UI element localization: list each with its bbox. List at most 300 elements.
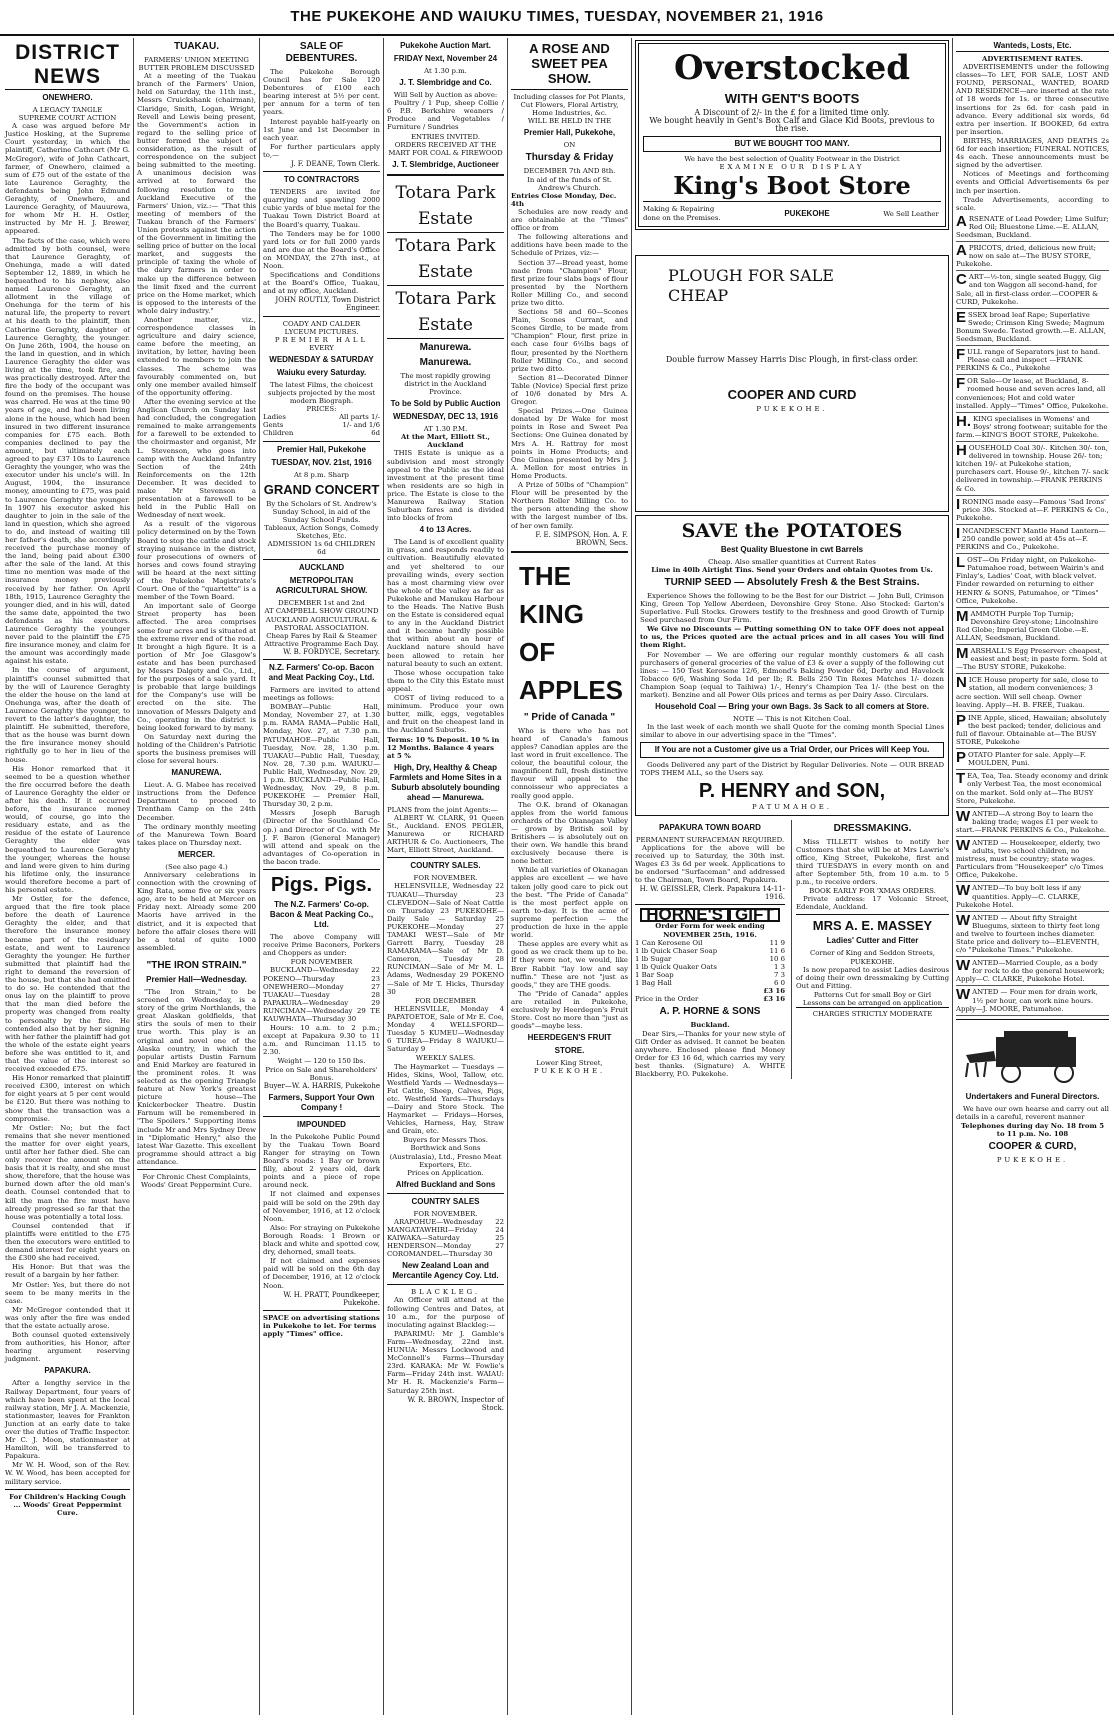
orders-coal: ORDERS RECEIVED AT THE MART FOR COAL & FIREWOOD — [388, 140, 503, 157]
pigs-support: Farmers, Support Your Own Company ! — [268, 1092, 375, 1112]
classified-item — [956, 882, 1109, 911]
estate-date: WEDNESDAY, DEC 13, 1916 — [392, 412, 499, 422]
article-paragraph: Counsel contended that if plaintiffs were entitled to the £75 then the executors were entitled to demand interest for eight years on the £300 she had received. — [5, 1221, 130, 1263]
prices-label: PRICES: — [306, 405, 337, 414]
massey-charges: CHARGES STRICTLY MODERATE — [796, 1007, 949, 1018]
estate-title: Totara Park Estate — [387, 286, 504, 339]
lyceum-line: PREMIER HALL — [274, 335, 369, 344]
classified-initial: M — [956, 645, 969, 663]
sales-list: ARAPOHUE—Wednesday 22 MANGATAWHIRI—Friday 24 KAIWAKA—Saturday 25 HENDERSON—Monday 27 COROMANDEL—Thursday 30 — [387, 1217, 504, 1259]
classified-initial: I — [956, 524, 961, 542]
estate-location: Manurewa. — [419, 356, 472, 368]
classified-text: ANTED—Married Couple, as a body for rock to do the general housework; Apply—C. CLARKE, Pukekohe Hotel. — [956, 959, 1105, 984]
heading-onewhero: ONEWHERO. — [42, 93, 93, 102]
sales-month: FOR NOVEMBER. — [413, 874, 478, 883]
fruit-store-town: PUKEKOHE. — [533, 1067, 606, 1076]
classified-text: ART—½-ton, single seated Buggy, Gig and ton Waggon all second-hand, for Sale, all in first-class order.—COOPER & CURD, Pukekohe. — [956, 273, 1102, 306]
auction-items: Poultry / 1 Pup, sheep Collie / 6 P.B. Berkshire weaners / Produce and Vegetables / Furniture / Sundries — [387, 99, 504, 132]
potatoes-sub: Cheap. Also smaller quantities at Current Rates — [708, 557, 876, 566]
signature: W. R. BROWN, Inspector of Stock. — [407, 1395, 504, 1412]
classified-item — [956, 242, 1109, 271]
order-form: Order Form for week ending NOVEMBER 25th, 1916. — [655, 922, 765, 939]
classified-item — [956, 986, 1109, 1015]
plough-desc: Double furrow Massey Harris Disc Plough, in first-class order. — [665, 354, 919, 364]
article-paragraph: Mr W. H. Wood, son of the Rev. W. W. Wood, has been accepted for military service. — [5, 1461, 130, 1486]
notice-text: Hours: 10 a.m. to 2 p.m.; except at Papakura 9.30 to 11 a.m. and Runciman 11.15 to 2.30. — [263, 1024, 380, 1057]
article-paragraph: Mr McGregor contended that it was only after the fire was ended that the estate actually arose. — [5, 1305, 130, 1330]
signature: J. F. DEANE, Town Clerk. — [290, 160, 380, 169]
order-row: 1 lb Quick Chaser Soap 11 6 — [635, 946, 785, 955]
heading-iron-strain: "THE IRON STRAIN." — [146, 959, 247, 971]
notice-text: BUCKLAND—Wednesday 22 POKENO—Thursday 23 ONEWHERO—Monday 27 TUAKAU—Tuesday 28 PAPAKURA—Wednesday 29 RUNCIMAN—Wednesday 29 TE KAUWHATA—Thursday 30 — [263, 966, 380, 1023]
classified-item — [956, 271, 1109, 308]
massey-title: Ladies' Cutter and Fitter — [826, 936, 919, 946]
estate-terms: Terms: 10 % Deposit. 10 % in 12 Months. Balance 4 years at 5 % — [387, 735, 500, 760]
horne-town: Buckland. — [690, 1021, 730, 1030]
classified-text: ANTED—A strong Boy to learn the baking trade; wages £1 per week to start.—FRANK PERKINS & Co., Pukekohe. — [956, 809, 1107, 834]
column-show — [508, 38, 632, 1715]
classified-text: ULL range of Separators just to hand. Please call and inspect —FRANK PERKINS & Co., Pukekohe — [956, 348, 1101, 373]
overstocked-text: We bought heavily in Gent's Box Calf and Glace Kid Boots, previous to the rise. — [649, 116, 935, 134]
show-text: The following alterations and additions have been made to the Schedule of Prizes, viz:— — [511, 233, 628, 258]
notice-text: Also: For straying on Pukekohe Borough Roads: 1 Brown or black and white and spotted cow, dry, dehorned, small teats. — [263, 1223, 380, 1257]
henry-son: P. HENRY and SON, — [698, 779, 886, 802]
kings-left: Making & Repairing done on the Premises. — [643, 205, 721, 222]
rates-title: ADVERTISEMENT RATES. — [982, 55, 1083, 63]
lyceum-days: WEDNESDAY & SATURDAY — [269, 354, 374, 364]
article-paragraph: In the course of argument, plaintiff's counsel submitted that by the will of Laurence Geraghty the elder the house on the land at Onehunga was, after the death of Laurence Geraghty the younger, to revert to the latter's daughter, the plaintiff. He submitted, therefore, that as the house was burnt down the fire insurance money should rightfully go to her in lieu of the house. — [5, 666, 130, 764]
column-district-news — [2, 38, 134, 1715]
notice-text: TENDERS are invited for quarrying and spawling 2000 cubic yards of blue metal for the Tuakau Town District Board at the Board's quarry, Tuakau. — [263, 188, 380, 229]
estate-location: Manurewa. — [419, 341, 472, 353]
classified-text: ANTED — Four men for drain work, 1½ per hour, can work nine hours. Apply—J. MOORE, Patumahoe. — [956, 988, 1098, 1013]
pigs-company: The N.Z. Farmers' Co-op. Bacon & Meat Packing Co., Ltd. — [269, 900, 374, 930]
henry-town: PATUMAHOE. — [752, 802, 832, 811]
pigs-month: FOR NOVEMBER — [290, 958, 353, 967]
notice-text: The above Company will receive Prime Baconers, Porkers and Choppers as under: — [263, 933, 380, 958]
entries-close: Entries Close Monday, Dec. 4th — [511, 191, 617, 208]
classified-item — [956, 375, 1109, 412]
estate-sale: To be Sold by Public Auction — [390, 399, 501, 409]
classified-initial: E — [956, 308, 967, 326]
lyceum-line: EVERY — [309, 343, 334, 352]
classified-initial: A — [956, 212, 967, 230]
notice-text: PAPARIMU: Mr J. Gamble's Farm—Wednesday, 22nd inst. HUNUA: Messrs Lockwood and McConnell's Farms—Thursday 23rd. KARAKA: Mr W. Fowlie's Farm—Friday 24th inst. WAIAU: Mr H. R. Mackenzie's Farm—Saturday 25th inst. — [387, 1329, 504, 1395]
auctioneer-sign: J. T. Slembridge, Auctioneer — [392, 159, 499, 169]
massey-text: Patterns Cut for small Boy or Girl — [813, 990, 932, 999]
notice-text: BOMBAY—Public Hall, Monday, November 27, at 1.30 p.m. RAMA RAMA—Public Hall, Monday, Nov. 27, at 7.30 p.m. PATUMAHOE—Public Hall, Tuesday, Nov. 28, 1.30 p.m. TUAKAU—Public Hall, Tuesday, Nov. 28, 7.30 p.m. WAIUKU—Public Hall, Wednesday, Nov. 29, 1 p.m. BUCKLAND—Public Hall, Wednesday, Nov. 29, 8 p.m. PUKEKOHE — Premier Hall, Thursday 30, 2 p.m. — [263, 703, 380, 809]
lyceum-line: LYCEUM PICTURES. — [284, 327, 359, 336]
show-text: Section 37—Bread yeast, home made from "Champion" Flour, first prize four slabs bags of flour presented by the Northern Roller Milling Co., and second prize two ditto. — [511, 258, 628, 307]
classified-text: ANTED—To buy bolt less if any quantities. Apply—C. CLARKE, Pukekohe Hotel. — [956, 884, 1082, 909]
sales-list: HELENSVILLE, Wednesday 22 TUAKAU—Thursday 23 CLEVEDON—Sale of Neat Cattle on Thursday 23 PUKEKOHE—Daily Sale — Saturday 25 PUKEKOHE—Monday 27 TAMAKI WEST—Sale of Mr Garrett Barry, Tuesday 28 RAMARAMA—Sale of Mr D. Cameron, Tuesday 28 RUNCIMAN—Sale of Mr M. L. Adams, Wednesday 29 POKENO—Sale of Mr T. Hicks, Thursday 30 — [387, 882, 504, 996]
massey-text: Lessons can be arranged on application — [802, 999, 943, 1008]
show-assoc: AUCKLAND AGRICULTURAL & PASTORAL ASSOCIATION. — [265, 615, 378, 632]
classified-initial: M — [956, 607, 969, 625]
classified-text: ICE House property for sale, close to station, all modern conveniences; 3 acre section. Will sell cheap. Owner leaving. Apply—H. B. FREE, Tuakau. — [956, 676, 1099, 709]
heading-mercer: MERCER. — [178, 849, 215, 859]
column-tuakau — [134, 38, 260, 1715]
article-paragraph: A case was argued before Mr Justice Hosking, at the Supreme Court yesterday, in which the plaintiff, Catherine Cathcart (Mr G. McGregor), wife of John Cathcart, farmer, of Onewhero, claimed a sum of £75 out of the estate of the late Laurence Geraghty, the defendants being John Edmund Geraghty, of Onewhero, and Laurence Geraghty, of Mauurewa, for whom Mr H. H. Ostler, instructed by Mr H. J. Brewer, appeared. — [5, 122, 130, 236]
papakura-sub: PERMANENT SURFACEMAN REQUIRED. — [635, 835, 785, 844]
article-paragraph: At a meeting of the Tuakau branch of the Farmers' Union, held on Saturday, the 11th inst., Messrs Cruickshank (chairman), Claridge, Smith, Logan, Wright, Revell and Lewis being present, the Government's action in regard to the selling price of butter formed the subject of consideration, as the result of correspondence on the subject being submitted to the meeting. A unanimous decision was arrived at to forward the following resolution to the Auckland Executive of the Farmers' Union, viz.:— "That this meeting of members of the Tuakau branch of the Farmers' Union protests against the action of the Government in limiting the selling price of butter on the local market, and suggests the principle of taxing the whole of the dairy farmers in order to make up the difference between the limit fixed and the current price on the Home market, which is opposed to the interests of the whole dairy industry." — [137, 72, 256, 315]
estate-acres: 4 to 13 Acres. — [419, 525, 472, 535]
classified-item — [956, 712, 1109, 749]
order-row: 1 lb Quick Quaker Oats 1 3 — [635, 962, 785, 971]
notice-text: Interest payable half-yearly on 1st June and 1st December in each year. — [263, 117, 380, 142]
bottom-left — [635, 820, 785, 1079]
signature: JOHN ROUTLY, Town District Engineer. — [275, 296, 380, 313]
order-row: 1 Bar Soap 7 3 — [635, 971, 785, 980]
classified-text: OUSEHOLD Coal 30/-. Kitchen 30/- ton, delivered in township. House 26/- ton; kitchen 19/- at Pukekohe station, purchasers cart. House 9/-, kitchen 7/- sack delivered in township.—FRANK PERKINS & Co. — [956, 444, 1109, 493]
pride-of-canada: " Pride of Canada " — [523, 711, 616, 723]
fruit-store-name: STORE. — [554, 1046, 585, 1056]
dressmaking-title: DRESSMAKING. — [833, 822, 912, 834]
apple-text: While all varieties of Okanagan apples are excellent — we have taken jolly good care to pick out the best. "The Pride of Canada" is the most perfect apple on earth to-day. It is the acme of supreme perfection — the production de luxe in the apple world. — [511, 866, 628, 940]
classified-item — [956, 413, 1109, 442]
footer-ad: For Chronic Chest Complaints, Woods' Great Peppermint Cure. — [141, 1173, 252, 1190]
country-sales-title: COUNTRY SALES — [411, 1196, 480, 1206]
column-auctions — [384, 38, 508, 1715]
show-text: WILL BE HELD IN THE — [527, 117, 612, 126]
estate-text: COST of living reduced to a minimum. Produce your own butter, milk, eggs, vegetables and fruit on the cheapest land in the Auckland Suburbs. — [387, 694, 504, 735]
buckland-sons: Alfred Buckland and Sons — [395, 1179, 496, 1189]
article-paragraph: After a lengthy service in the Railway Department, four years of which have been spent at the local railway station, Mr J. A. Mackenzie, stationmaster, leaves for Frankton Junction at an early date to take over the duties of Traffic Inspector. Mr C. J. Moon, stationmaster at Hamilton, will be transferred to Papakura. — [5, 1379, 130, 1461]
undertakers-title: Undertakers and Funeral Directors. — [965, 1091, 1100, 1101]
show-text: ON — [563, 141, 576, 150]
concert-venue: Premier Hall, Pukekohe — [277, 444, 366, 454]
potatoes-sub: Best Quality Bluestone in cwt Barrels — [720, 544, 864, 554]
classified-initial: H. — [956, 412, 971, 430]
estate-text: THIS Estate is unique as a subdivision and most strongly appeal to the Public as the ideal investment at the present time when residents are so high in price. The Estate is close to the Manurewa Railway Station Suburban fares and is divided into blocks of from — [387, 449, 504, 523]
horne-sons: A. P. HORNE & SONS — [659, 1006, 761, 1018]
dress-text: Miss TILLETT wishes to notify her Customers that she will be at Mrs Lawrie's office, King Street, Pukekohe, first and third TUESDAYS in every month on and after September 5th, from 10 a.m. to 5 p.m., to receive orders. — [796, 837, 949, 887]
overstocked-ad — [635, 40, 949, 230]
classified-list — [956, 213, 1109, 1016]
article-paragraph: As a result of the vigorous policy determined on by the Town Board to stop the cattle and stock straying nuisance in the district, four prosecutions of owners of horses and cows found straying will be heard at the next sitting of the Pukekohe Magistrate's Court. One of the "quartette" is a member of the Town Board. — [137, 520, 256, 602]
order-row: Price in the Order £3 16 — [635, 995, 785, 1004]
rates-text: BIRTHS, MARRIAGES, AND DEATHS 2s 6d for each insertion; FUNERAL NOTICES, 4s each. These announcements must be signed by the advertiser. — [956, 136, 1109, 170]
show-text: In aid of the funds of St. Andrew's Church. — [527, 175, 612, 192]
article-paragraph: His Honor: But that was the result of a bargain by her father. — [5, 1263, 130, 1280]
undertakers-phone: Telephones during day No. 18 from 5 to 11 p.m. No. 108 — [960, 1122, 1105, 1139]
article-paragraph: His Honor remarked that it seemed to be a question whether the fire occurred before the death of Laurence Geraghty the elder or after his death. If it occurred before, the insurance money would, of course, go into the residuary estate, and as the residue of the estate of Laurence Geraghty the elder was bequeathed to Laurence Geraghty the younger, whereas the house and land were given to him during his lifetime only, the insurance would therefore become a part of his personal estate. — [5, 764, 130, 894]
auction-text: Will Sell by Auction as above: — [393, 91, 498, 100]
hornes-gift-1: HORNE'S — [640, 908, 729, 922]
prices-app: Prices on Application. — [407, 1168, 484, 1177]
classified-item — [956, 554, 1109, 608]
classified-item — [956, 608, 1109, 645]
blackleg-title: BLACKLEG. — [410, 1288, 481, 1297]
estate-title: Totara Park Estate — [387, 233, 504, 286]
estate-time: AT 1.30 P.M. — [423, 425, 468, 434]
notice-text: Specifications and Conditions at the Board's Office, Tuakau, and at my office, Auckland. — [263, 271, 380, 296]
entries-invited: ENTRIES INVITED. — [410, 132, 481, 141]
classified-initial: P — [956, 711, 967, 729]
classified-initial: T — [956, 770, 966, 788]
impounded-title: IMPOUNDED — [297, 1119, 346, 1129]
signature: W. B. FORDYCE, Secretary. — [283, 647, 380, 656]
classified-text: INE Apple, sliced, Hawaiian; absolutely the best packed; tender, delicious and full of flavour. Obtainable at—The BUSY STORE, Pukekohe — [956, 713, 1107, 747]
footer-ad: SPACE on advertising stations in Pukekohe to let. For terms apply "Times" office. — [263, 1313, 380, 1338]
classified-item — [956, 770, 1109, 807]
show-text: Schedules are now ready and are obtainable at the "Times" office or from — [511, 207, 628, 233]
estate-title: Totara Park Estate — [387, 180, 504, 233]
king-apples-word: THE — [519, 560, 571, 591]
apple-text: The O.K. brand of Okanagan apples from the world famous orchards of the Okanagan Valley — grown by British soil by Britishers — is absolutely out on their own. We handle this brand exclusively because there is none better. — [511, 800, 628, 866]
classified-initial: C — [956, 271, 967, 289]
classified-text: ANTED — Housekeeper, elderly, two adults, two school children, no mistress, must be country; state wages. Particulars from "Housekeeper" c/o Times Office, Pukekohe. — [956, 838, 1104, 880]
country-sales-title: COUNTRY SALES. — [410, 861, 481, 871]
classified-text: ANTED — About fifty Straight Bluegums, sixteen to thirty feet long and twelve to fourteen inches diameter. State price and delivery to—ELEVENTH, c/o "Pukekohe Times." Pukekohe. — [956, 913, 1100, 955]
auctioneer-name: J. T. Slembridge and Co. — [399, 78, 492, 88]
classified-item — [956, 837, 1109, 882]
undertakers-name: COOPER & CURD, — [988, 1141, 1077, 1153]
overstocked-bought: BUT WE BOUGHT TOO MANY. — [643, 136, 941, 152]
auction-date: FRIDAY Next, November 24 — [393, 54, 498, 63]
classified-text: OST—On Friday night, on Pukekohe-Patumahoe road, between Wairin's and Finlay's, Ladies' Coat, with black velvet. Finder rewarded on returning to either HENRY & SONS, Patumahoe, or "Times" Office, Pukekohe. — [956, 556, 1104, 605]
hornes-gift-2: GIFT — [729, 908, 780, 922]
apple-text: These apples are every whit as good as we crack them up to be. If they were not, we would, like Brer Rabbit "lay low and say nuffin." These are not "just as goods," they are THE goods. — [511, 940, 628, 989]
nz-loan: New Zealand Loan and Mercantile Agency Coy. Ltd. — [392, 1261, 499, 1281]
show-title: METROPOLITAN AGRICULTURAL SHOW. — [275, 576, 368, 596]
column-wanteds — [953, 38, 1112, 1715]
heading-papakura: PAPAKURA. — [44, 1366, 91, 1376]
order-row: 1 Bag Hall 6 0 — [635, 979, 785, 988]
potatoes-title: SAVE the POTATOES — [681, 519, 903, 542]
classified-item — [956, 808, 1109, 837]
king-apples-word: KING — [519, 598, 584, 629]
classified-text: RONING made easy—Famous 'Sad Irons' price 30s. Stocked at—F. PERKINS & Co., Pukekohe. — [956, 497, 1109, 522]
apple-text: Who is there who has not heard of Canada's famous apples? Canadian apples are the last word in fruit excellence. The colour, the beautiful colour, the magnificent full, fresh distinctive flavour will appeal to the connoisseur who appreciates a really good apple. — [511, 726, 628, 800]
pigs-price: Price on Sale and Shareholders' Bonus. — [265, 1065, 378, 1082]
rose-show-title: A ROSE AND SWEET PEA SHOW. — [529, 41, 610, 86]
plough-cheap: CHEAP — [668, 285, 729, 305]
classified-initial: W — [956, 882, 971, 900]
auction-mart-title: Pukekohe Auction Mart. — [400, 41, 491, 50]
signature: H. W. GEISSLER, Clerk. Papakura 14-11-1916. — [639, 885, 785, 902]
kings-right: We Sell Leather — [883, 209, 939, 218]
article-paragraph: "The Iron Strain," to be screened on Wednesday, is a story of the grim Northlands, the great Alaskan goldfields, that stirs the souls of men to their true worth. This play is an original and novel one of the Alaska country, in which the popular artists Dustin Farnum and Enid Markey are featured in the prominent roles. It was selected as the opening Triangle feature at New York's greatest picture house—The Knickerbocker Theatre. Dustin Farnum will be remembered in "The Spoilers." Supporting items include Mr and Mrs Sydney Drew in "Diplomatic Henry," also the latest War Gazette. This excellent programme should attract a big attendance. — [137, 987, 256, 1166]
article-paragraph: After the evening service at the Anglican Church on Sunday last had concluded, the congregation remained to make arrangements for a farewell to be extended to the choirmaster and organist, Mr L. Stevenson, who goes into camp with the Auckland Infantry Section of the 24th Reinforcements on the 12th December. It was decided to make Mr Stevenson a presentation at a farewell to be held in the Public Hall on Wednesday of next week. — [137, 397, 256, 520]
subheading-butter: BUTTER PROBLEM DISCUSSED — [138, 64, 255, 73]
overstocked-sub: WITH GENT'S BOOTS — [724, 91, 860, 106]
classified-initial: W — [956, 911, 971, 929]
classified-initial: L — [956, 554, 966, 572]
concert-items: Tableaux, Action Songs, Comedy Sketches, Etc. — [264, 523, 379, 541]
signature: F. E. SIMPSON, Hon. A. F. BROWN, Secs. — [535, 530, 628, 547]
classified-text: PRICOTS, dried, delicious new fruit; now on sale at—The BUSY STORE, Pukekohe. — [956, 244, 1096, 269]
potatoes-text: We Give no Discounts — Putting something ON to take OFF does not appeal to us, the Prices quoted are the actual prices and in all cases You will find them Right. — [640, 625, 944, 650]
order-row: 1 Can Kerosene Oil 11 9 — [635, 938, 785, 947]
district-news-title: DISTRICT NEWS — [5, 41, 130, 90]
concert-title: GRAND CONCERT — [263, 481, 380, 497]
show-text: Section 81—Decorated Dinner Table (Novice) Special first prize of 10/6 donated by Mrs A. Gregor. — [511, 373, 628, 407]
article-paragraph: Mr Ostler: No; but the fact remains that she never mentioned the matter for over eight years, until after her father died. She can only recover the amount on the basis that it is realty, and she must show, therefore, that the house was burned down after the old man's death. Counsel contended that to kill the man the fire must have already progressed so far that the house was potentially a total loss. — [5, 1123, 130, 1221]
subheading-farmers-union: FARMERS' UNION MEETING — [144, 56, 249, 64]
overstocked-text: We have the best selection of Quality Footwear in the District — [684, 155, 900, 164]
king-apples-word: APPLES — [519, 674, 624, 705]
article-paragraph: Anniversary celebrations in connection with the crowning of King Rata, some five or six years ago, are to be held at Mercer on Friday next. Already some 200 Maoris have arrived in the district, and it is expected that before the affair closes there will be a total of quite 1000 assembled. — [137, 871, 256, 952]
classified-item — [956, 496, 1109, 525]
show-fares: Cheap Fares by Rail & Steamer — [266, 631, 377, 640]
undertakers-text: We have our own hearse and carry out all details in a careful, reverent manner — [956, 1104, 1109, 1121]
classified-item — [956, 525, 1109, 554]
apple-text: The "Pride of Canada" apples are retailed in Pukekohe, exclusively by Heerdegen's Fruit Store. Cost no more than "just as goods"—maybe less. — [511, 989, 628, 1031]
concert-admission: ADMISSION 1s 6d CHILDREN 6d — [267, 540, 376, 557]
notice-text: The Pukekohe Borough Council has for Sale 120 Debentures of £100 each bearing interest at 5½ per cent. per annum for a term of ten years. — [263, 68, 380, 117]
classified-item — [956, 957, 1109, 986]
kings-row — [643, 201, 941, 221]
price-row: Children 6d — [263, 429, 380, 438]
auction-time: At 1.30 p.m. — [424, 67, 467, 75]
show-days: Thursday & Friday — [525, 152, 614, 164]
potatoes-text: NOTE — This is not Kitchen Coal. — [732, 715, 852, 724]
pigs-weight: Weight — 120 to 150 lbs. — [277, 1057, 366, 1066]
potatoes-text: Lime in 40lb Airtight Tins. Send your Orders and obtain Quotes from Us. — [651, 565, 933, 574]
plough-seller: COOPER AND CURD — [727, 386, 857, 402]
concert-desc: By the Scholars of St. Andrew's Sunday School, in aid of the Sunday School Funds. — [266, 499, 377, 524]
show-text: A Prize of 50lbs of "Champion" Flour will be presented by the Northern Roller Milling Co. to the person attending the show with the largest number of lbs. of her own family. — [511, 481, 628, 530]
show-dates: DECEMBER 7th AND 8th. — [523, 167, 616, 176]
notice-text: An Officer will attend at the following Centres and Dates, at 10 a.m., for the purpose of inoculating against Blackleg:— — [387, 1296, 504, 1329]
estate-slogan: High, Dry, Healthy & Cheap Farmlets and Home Sites in a Suburb absolutely bounding ahead — Manurewa. — [389, 762, 502, 802]
classified-text: ARSHALL'S Egg Preserver: cheapest, easiest and best; in paste form. Sold at—The BUSY STORE, Pukekohe. — [956, 647, 1107, 672]
massey-address: Corner of King and Seddon Streets, PUKEKOHE. — [810, 949, 935, 966]
masthead: THE PUKEKOHE AND WAIUKU TIMES, TUESDAY, NOVEMBER 21, 1916 — [0, 0, 1114, 36]
signature: Buyer—W. A. HARRIS, Pukekohe — [263, 1081, 380, 1090]
fruit-store-name: HEERDEGEN'S FRUIT — [527, 1033, 612, 1043]
price-row: Ladies All parts 1/- — [263, 413, 380, 422]
classified-initial: A — [956, 242, 967, 260]
classified-initial: W — [956, 957, 971, 975]
weekly-sales: WEEKLY SALES. — [415, 1054, 476, 1063]
estate-text: PLANS from the joint Agents:— — [387, 805, 498, 814]
rates-text: Trade Advertisements, according to scale. — [956, 195, 1109, 212]
potatoes-text: For November — We are offering our regular monthly customers & all cash purchasers of general groceries of the value of £3 & over a supply of the following cut lines: — 150 Test Kerosene 12/6, Edmond's Baking Powder 6d, Derby and Havelock Tobacco 6/6, Washing Soda 1d per lb; R. Bells 250 Tin Rexes Matches 1/- dozen Champion Soap (equal to Taihiwa) 1/-, Henry's Champion Tea 1/- (the best on the market). Benzine and all Power Oils prices and terms as per Dairy Asso. Circulars. — [640, 650, 944, 699]
trial-order: If You are not a Customer give us a Trial Order, our Prices will Keep You. — [640, 742, 944, 758]
plough-title: PLOUGH FOR SALE — [668, 265, 834, 285]
bottom-right — [791, 820, 949, 1079]
classified-text: RSENATE of Lead Powder; Lime Sulfur; Red Oil; Bluestone Lime.—E. ALLAN, Seedsman, Buckland. — [956, 214, 1109, 239]
notice-text: Messrs Joseph Barugh (Director of the Southland Co-op.) and Director of Co. with Mr J. F. Baron (General Manager) will attend and speak on the advantages of Co-operation in the bacon trade. — [263, 809, 380, 866]
classified-text: NCANDESCENT Mantle Hand Lantern—250 candle power, sold at 45s at—F. PERKINS and Co., Pukekohe. — [956, 526, 1106, 552]
estate-text: The most rapidly growing district in the Auckland Province. — [400, 371, 491, 397]
lyceum-waiuku: Waiuku every Saturday. — [276, 367, 367, 377]
classified-initial: N — [956, 674, 967, 692]
concert-date: TUESDAY, NOV. 21st, 1916 — [271, 457, 372, 467]
potatoes-text: Goods Delivered any part of the District by Regular Deliveries. Note — OUR BREAD TOPS THEM ALL, so the Users say. — [640, 761, 944, 778]
show-heading: AUCKLAND — [298, 563, 345, 573]
article-paragraph: An important sale of George Street property has been affected. The area comprises some four acres and is situated at the extreme river end of the road. It brought a high figure. It is a portion of Mr Joe Glasgow's estate and has been purchased by Messrs Dalgety and Co., Ltd., for the purposes of a sale yard. It is probable that large buildings for the Company's use will be erected on the site. The innovation of Messrs Dalgety and Co., operating in the district is being looked forward to by many. — [137, 602, 256, 732]
kings-boot-store: King's Boot Store — [673, 171, 911, 201]
subheading-court: SUPREME COURT ACTION — [18, 114, 117, 123]
king-apples-word: OF — [519, 636, 556, 667]
nzf-title: N.Z. Farmers' Co-op. Bacon and Meat Packing Coy., Ltd. — [268, 662, 375, 682]
sales-month: FOR NOVEMBER. — [413, 1209, 478, 1218]
estate-text: The Land is of excellent quality in grass, and responds readily to cultivation. Beautifully elevated and yet sheltered to our prevailing winds, every section has a most charming view over the whole of the valley as far as Pukekohe and Manukau Harbour to the Heads. The Native Bush on the Estate is considered equal to any in the Auckland District and it became hardly possible that within about an hour of Auckland nature should have been allowed to retain her natural beauty to such an extent. — [387, 538, 504, 668]
article-paragraph: Mr Ostler: Yes, but there do not seem to be many merits in the case. — [5, 1280, 130, 1305]
article-paragraph: Mr Ostler, for the defence, argued that the fire took place before the death of Laurence Geraghty the elder, and that therefore the insurance money became part of the residuary estate, and went to Laurence Geraghty the younger. He further submitted that plaintiff had the right to demand the reversion of the house, but that she had omitted to do so. He contended that the onus lay on the plaintiff to prove that the man died before the property was changed from realty to personalty by the fire. He contended also that by her signing with her father the plaintiff had got the whole of the estate eight years before she was entitled to it, and that the value of the interest so received exceeded £75. — [5, 895, 130, 1074]
show-prog: Attractive Programme Each Day. — [264, 639, 379, 648]
turnip-seed: TURNIP SEED — Absolutely Fresh & the Best Strains. — [664, 576, 920, 588]
classified-text: SSEX broad leaf Rape; Superlative Swede; Crimson King Swede; Magnum Bonum Swede. Tested growth.—E. ALLAN, Seedsman, Buckland. — [956, 310, 1106, 343]
wanteds-title: Wanteds, Losts, Etc. — [956, 41, 1109, 52]
classified-item — [956, 346, 1109, 375]
overstocked-text: EXAMINE OUR DISPLAY — [719, 163, 865, 172]
heading-debentures: SALE OF DEBENTURES. — [285, 41, 358, 64]
article-paragraph: His Honor remarked that plaintiff received £300, interest on which for eight years at 5 per cent would be £120. But there was nothing to show that the transaction was a compromise. — [5, 1074, 130, 1123]
classified-text: AMMOTH Purple Top Turnip; Devonshire Grey-stone; Lincolnshire Red Globe; Imperial Green Globe.—E. ALLAN, Seedsman, Buckland. — [956, 609, 1099, 642]
show-venue: Premier Hall, Pukekohe, — [523, 128, 616, 138]
dress-text: Private address: 17 Volcanic Street, Edendale, Auckland. — [796, 895, 949, 912]
sales-list: HELENSVILLE, Monday 4 PAPATOETOE, Sale of Mr E. Coe, Monday 4 WELLSFORD—Tuesday 5 KUMEU—Wednesday 6 TUREA—Friday 8 WAIUKU—Saturday 9 — [387, 1004, 504, 1054]
footer-ad: For Children's Hacking Cough ... Woods' Great Peppermint Cure. — [9, 1492, 126, 1517]
classified-initial: P — [956, 749, 967, 767]
bottom-row — [635, 820, 949, 1079]
lyceum-desc: The latest Films, the choicest subjects projected by the most modern Biograph. — [267, 380, 376, 406]
order-row: 1 lb Sugar 10 6 — [635, 954, 785, 963]
notice-text: Farmers are invited to attend meetings as follows: — [263, 685, 380, 703]
show-text: Special Prizes.—One Guinea donated by Dr Wake for most points in Rose and Sweet Pea Sections: One Guinea donated by Mrs A. H. Rattray for most points in Home Products; and One Guinea presented by Mrs J. A. Mellon for most entries in Home Products. — [511, 407, 628, 480]
potatoes-text: In the last week of each month we shall Quote for the coming month Special Lines similar to above in our advertising space in the "Times". — [640, 723, 944, 740]
buyers: Buyers for Messrs Thos. Borthwick and Sons (Australasia), Ltd., Fresno Meat Exporters, Etc. — [389, 1136, 502, 1169]
overstocked-text: A Discount of 2/- in the £ for a limited time only. — [694, 108, 890, 117]
article-paragraph: The ordinary monthly meeting of the Manurewa Town Board takes place on Thursday next. — [137, 822, 256, 847]
notice-text: If not claimed and expenses paid will be sold on the 29th day of November, 1916, at 12 o'clock Noon. — [263, 1190, 380, 1223]
classified-item — [956, 213, 1109, 242]
subheading-legacy: A LEGACY TANGLE — [32, 106, 103, 114]
article-paragraph: The facts of the case, which were admitted by both counsel, were that Laurence Geraghty, of Onehunga, made a will dated September 12, 1889, in which he bequeathed to his nephew, also named Laurence Geraghty, an allotment in the village of Onehunga for the term of his natural life, the property to revert at his death to the plaintiff, then Catherine Geraghty, daughter of Laurence Geraghty, the younger. On June 26th, 1904, the house on the land in question, and in which Laurence Geraghty the elder was living at the time, took fire, and was practically destroyed. After the fire the body of the occupant was found on the premises. The house was charred. He was at the time 90 years of age, and had been living alone in the house, which had been insured in two different insurance companies for £75 each. Both companies declined to pay the amount, but ultimately each agreed to pay £37 10s to Laurence Geraghty the younger, who was the executor under his uncle's will. In August, 1904, the insurance money, amounting to £75, was paid to Laurence Geraghty the younger. In 1907 his executor asked his daughter to join in the sale of the land in question, which she agreed to do, and instead of waiting till her father's death, she accordingly received the purchase money of the land, being paid about £300 after the sale of the land. At this time no mention was made of the insurance money previously received by her father. On April 18th, 1915, Laurence Geraghty the younger died, and in his will, dated the same date, appointed the two defendants as his executors. Laurence Geraghty the younger never paid to the plaintiff the £75 fire insurance money, and claim for the amount was accordingly made against his estate. — [5, 236, 130, 666]
sales-list: The Haymarket — Tuesdays — Hides, Skins, Wool, Tallow, etc. Westfield Yards — Wednesdays—Fat Cattle, Sheep, Calves, Pigs, etc. Westfield Yards—Thursdays—Dairy and Store Stock. The Haymarket — Fridays—Horses, Vehicles, Harness, Hay, Straw and Grain, etc. — [387, 1062, 504, 1136]
classified-item — [956, 442, 1109, 496]
potatoes-ad — [635, 515, 949, 816]
estate-text: Those whose occupation take them to the City this Estate must appeal. — [387, 668, 504, 693]
article-paragraph: Another matter, viz., correspondence classes in agriculture and dairy science, came before the meeting, an invitation, by letter, having been extended to members to join the classes. The scheme was favourably commented on, but only one member availed himself of the opportunity offering. — [137, 316, 256, 397]
undertakers-town: PUKEKOHE. — [996, 1156, 1069, 1165]
heading-contractors: TO CONTRACTORS — [283, 175, 360, 185]
horne-letter: Dear Sirs,—Thanks for your new style of Gift Order as advised. It cannot be beaten anywhere. Enclosed please find Money Order for £3 16 6d, which carries my very best thanks. (Signature) A. WHITE Blackberry, P.O. Pukekohe. — [635, 1029, 785, 1078]
household-coal: Household Coal — Bring your own Bags. 3s Sack to all comers at Store. — [655, 702, 929, 712]
subheading-premier-hall: Premier Hall—Wednesday. — [146, 974, 247, 984]
notice-text: In the Pukekohe Public Pound by the Tuakau Town Board Ranger for straying on Town Board's roads: 1 Bay or brown filly, about 2 years old, dark points and a piece of rope around neck. — [263, 1132, 380, 1190]
order-total: £3 16 — [763, 987, 785, 996]
massey-text: Is now prepared to assist Ladies desirous of doing their own dressmaking by Cutting Out and Fitting. — [796, 965, 949, 990]
see-also-note: (See also page 4.) — [165, 862, 228, 871]
show-text: Including classes for Pot Plants, Cut Flowers, Floral Artistry, Home Industries, &c. — [513, 93, 626, 118]
concert-time: At 8 p.m. Sharp — [294, 470, 349, 479]
classified-initial: I — [956, 495, 961, 513]
classified-item — [956, 309, 1109, 346]
kings-town: PUKEKOHE — [784, 208, 830, 218]
classified-item — [956, 674, 1109, 711]
article-paragraph: Both counsel quoted extensively from authorities, his Honor, after hearing argument reserving judgment. — [5, 1331, 130, 1364]
classified-text: OR Sale—Or lease, at Buckland, 8-roomed house and seven acres land, all conveniences; Hot and cold water installed. Apply—"Times" Office, Pukekohe. — [956, 377, 1109, 410]
notice-text: If not claimed and expenses paid will be sold on the 6th day of December, 1916, at 12 o'clock Noon. — [263, 1257, 380, 1290]
papakura-board: PAPAKURA TOWN BOARD — [659, 822, 761, 832]
rates-text: Notices of Meetings and forthcoming events and Official Advertisements 6s per inch per insertion. — [956, 170, 1109, 195]
column-wide-ads — [632, 38, 953, 1715]
classified-initial: W — [956, 807, 971, 825]
signature: W. H. PRATT, Poundkeeper, Pukekohe. — [283, 1290, 380, 1307]
sales-month: FOR DECEMBER — [414, 996, 476, 1005]
dress-text: BOOK EARLY FOR 'XMAS ORDERS. — [809, 887, 936, 896]
heading-tuakau: TUAKAU. — [174, 41, 219, 52]
classified-initial: F — [956, 346, 966, 364]
potatoes-text: Experience Shows the following to be the Best for our District — John Bull, Crimson King, Green Top Yellow Aberdeen, Devonshire Grey Stone. Also Stocked: Garton's Superlative. Full Stocks. Growers testify to the freshness and good Growth of Turnip Seed purchased from Our Firm. — [640, 591, 944, 625]
hearse-illustration — [956, 1025, 1106, 1085]
pigs-title: Pigs. Pigs. — [270, 874, 373, 897]
